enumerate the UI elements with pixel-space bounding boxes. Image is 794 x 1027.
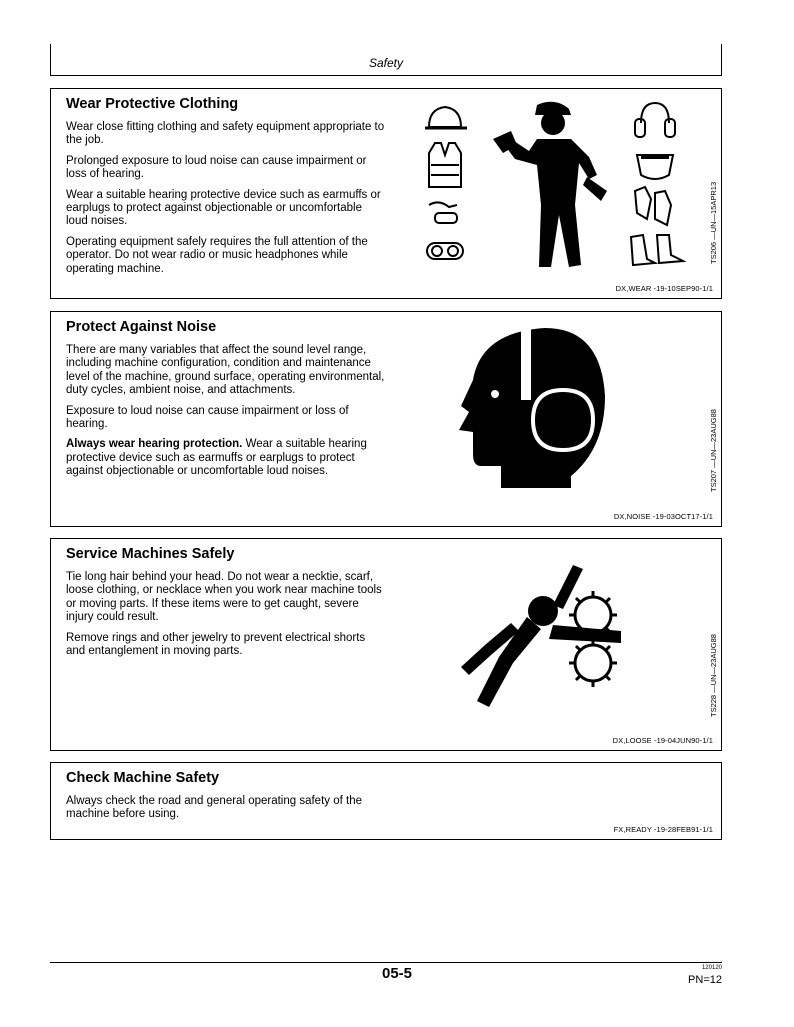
paragraph: Remove rings and other jewelry to prevent electrical shorts and entanglement in moving parts. xyxy=(66,631,366,658)
page-number: 05-5 xyxy=(381,965,413,982)
section-title: Protect Against Noise xyxy=(66,319,217,335)
section-service-machines-safely xyxy=(50,538,722,751)
reference-code: DX,WEAR -19-10SEP90-1/1 xyxy=(615,284,713,293)
section-wear-protective-clothing xyxy=(50,88,722,299)
earmuffs-icon xyxy=(635,103,675,137)
safety-vest-icon xyxy=(429,143,461,187)
footer-pn: PN=12 xyxy=(688,974,722,986)
earplugs-icon xyxy=(429,202,457,223)
bold-lead: Always wear hearing protection. xyxy=(66,438,243,451)
reference-code: DX,LOOSE -19-04JUN90-1/1 xyxy=(612,736,713,745)
section-title: Wear Protective Clothing xyxy=(66,96,239,112)
footer-divider xyxy=(50,962,722,963)
goggles-icon xyxy=(427,243,463,259)
entanglement-hazard-illustration xyxy=(421,559,631,719)
figure-number: TS206 —UN—15APR13 xyxy=(709,181,718,264)
paragraph: Exposure to loud noise can cause impairment or loss of hearing. xyxy=(66,404,349,431)
paragraph: Wear close fitting clothing and safety equipment appropriate to the job. xyxy=(66,121,385,147)
paragraph-rest: Wear a suitable hearing protective device such as earmuffs or earplugs to protect against objectionable or uncomfortable loud noises. xyxy=(66,438,367,478)
paragraph: Tie long hair behind your head. Do not wear a necktie, scarf, loose clothing, or necklace when you work near machine tools or moving parts. If these items were to get caught, severe injury could result. xyxy=(66,571,382,624)
footer-code: 120120 xyxy=(701,965,722,971)
figure-number: TS228 —UN—23AUG88 xyxy=(709,634,718,717)
page-header xyxy=(50,44,722,76)
header-title: Safety xyxy=(368,56,404,70)
figure-number: TS207 —UN—23AUG88 xyxy=(709,409,718,492)
protective-clothing-illustration xyxy=(419,95,719,275)
paragraph xyxy=(66,438,386,478)
safety-boots-icon xyxy=(631,235,683,265)
section-body xyxy=(66,795,386,829)
hearing-protection-illustration xyxy=(451,320,611,490)
face-shield-icon xyxy=(637,155,673,179)
person-entangled-icon xyxy=(461,565,621,707)
paragraph: There are many variables that affect the sound level range, including machine configuration, condition and maintenance level of the machine, ground surface, operating environmental, duty cycles, ambient noise, and attachments. xyxy=(66,344,385,397)
section-body xyxy=(66,571,386,665)
section-check-machine-safety xyxy=(50,762,722,840)
paragraph: Wear a suitable hearing protective device such as earmuffs or earplugs to protect against objectionable or uncomfortable loud noises. xyxy=(66,188,381,228)
reference-code: FX,READY -19-28FEB91-1/1 xyxy=(613,825,713,834)
paragraph: Prolonged exposure to loud noise can cause impairment or loss of hearing. xyxy=(66,154,367,181)
hard-hat-icon xyxy=(425,107,467,128)
gloves-icon xyxy=(635,187,671,225)
paragraph: Operating equipment safely requires the full attention of the operator. Do not wear radio or music headphones while operating machine. xyxy=(66,235,368,275)
head-with-earmuffs-icon xyxy=(459,328,605,488)
worker-silhouette-icon xyxy=(493,102,607,267)
section-body xyxy=(66,344,386,486)
section-body xyxy=(66,121,386,283)
section-title: Check Machine Safety xyxy=(66,770,220,786)
reference-code: DX,NOISE -19-03OCT17-1/1 xyxy=(613,512,713,521)
section-title: Service Machines Safely xyxy=(66,546,235,562)
paragraph: Always check the road and general operating safety of the machine before using. xyxy=(66,795,362,821)
section-protect-against-noise xyxy=(50,311,722,527)
